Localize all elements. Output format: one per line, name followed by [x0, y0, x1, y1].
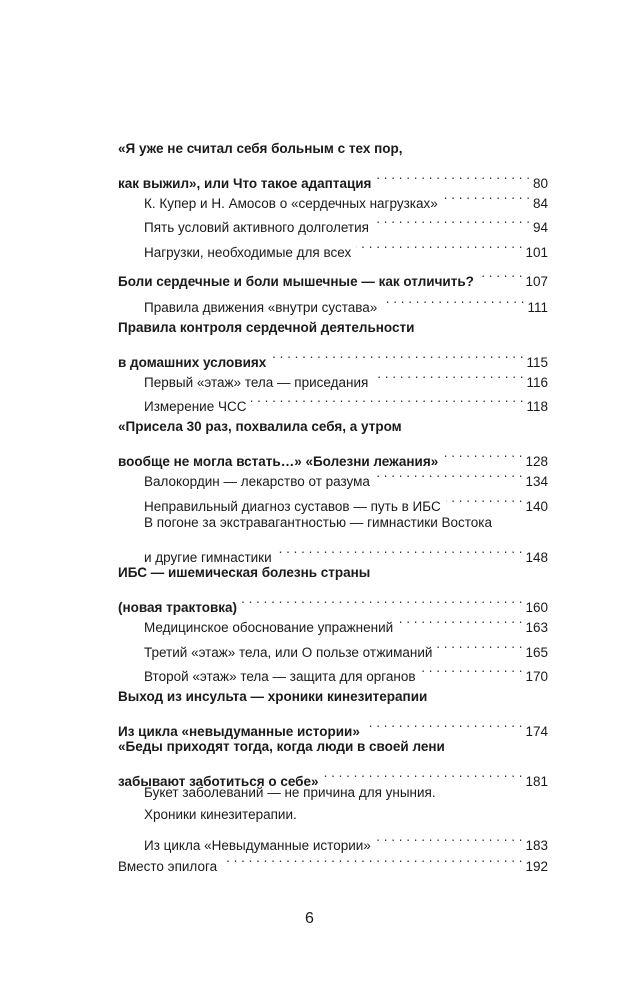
toc-page-number: 107 — [525, 274, 548, 289]
toc-entry-title: в домашних условиях — [118, 355, 267, 370]
toc-entry-title: Из цикла «Невыдуманные истории» — [144, 838, 371, 853]
toc-subentry — [144, 206, 548, 235]
toc-page-number: 80 — [532, 176, 548, 191]
toc-entry-title: Нагрузки, необходимые для всех — [144, 245, 352, 260]
toc-entry-title-line: «Я уже не считал себя больным с тех пор, — [118, 141, 403, 156]
toc-page-number: 116 — [526, 375, 548, 390]
toc-page-number: 134 — [525, 474, 548, 489]
toc-page-number: 115 — [526, 355, 548, 370]
toc-subentry — [144, 286, 548, 315]
toc-entry-title: забывают заботиться о себе» — [118, 774, 319, 789]
dot-leader — [374, 206, 530, 232]
toc-entry-title: К. Купер и Н. Амосов о «сердечных нагрузках» — [144, 196, 438, 211]
toc-subentry — [144, 485, 548, 514]
dot-leader — [222, 845, 522, 871]
dot-leader — [277, 536, 523, 562]
toc-page-number: 183 — [525, 838, 548, 853]
toc-entry-title: Из цикла «невыдуманные истории» — [118, 724, 360, 739]
toc-entry-title-line: Выход из инсульта — хроники кинезитерапии — [118, 689, 428, 704]
toc-subentry — [144, 606, 548, 635]
dot-leader — [437, 631, 522, 657]
toc-entry-title: Вместо эпилога — [118, 859, 218, 874]
toc-entry — [118, 414, 548, 469]
dot-leader — [373, 361, 523, 387]
toc-page-number: 170 — [525, 669, 548, 684]
toc-entry — [118, 260, 548, 289]
toc-entry-title: Медицинское обоснование упражнений — [144, 620, 394, 635]
toc-entry-line — [144, 385, 548, 414]
toc-entry-title: Первый «этаж» тела — приседания — [144, 375, 369, 390]
toc-entry-line — [144, 286, 548, 315]
toc-subentry — [144, 182, 548, 211]
toc-entry-title: Валокордин — лекарство от разума — [144, 474, 370, 489]
toc-subentry — [144, 231, 548, 260]
dot-leader — [421, 655, 523, 681]
toc-subentry — [144, 385, 548, 414]
toc-entry-line — [144, 361, 548, 390]
toc-entry-line — [144, 182, 548, 211]
dot-leader — [375, 460, 523, 486]
dot-leader — [446, 485, 523, 511]
toc-entry — [118, 684, 548, 739]
dot-leader — [479, 260, 523, 286]
dot-leader — [443, 182, 530, 208]
toc-entry-line — [144, 606, 548, 635]
toc-page-number: 111 — [527, 300, 548, 315]
toc-entry-title: и другие гимнастики — [144, 550, 272, 565]
toc-entry-line — [118, 845, 548, 874]
toc-page-number: 84 — [532, 196, 548, 211]
toc-entry-line — [118, 710, 548, 739]
toc-entry-line — [118, 260, 548, 289]
toc-page-number: 118 — [526, 399, 548, 414]
toc-entry-title: Измерение ЧСС — [144, 399, 247, 414]
toc-page-number: 140 — [525, 499, 548, 514]
toc-entry — [118, 845, 548, 874]
toc-page-number: 101 — [525, 245, 548, 260]
toc-page-number: 165 — [525, 645, 548, 660]
toc-page-number: 148 — [525, 550, 548, 565]
toc-subentry — [144, 655, 548, 684]
toc-page-number: 128 — [525, 454, 548, 469]
dot-leader — [251, 385, 523, 411]
dot-leader — [365, 710, 523, 736]
toc-page-number: 181 — [525, 774, 548, 789]
dot-leader — [356, 231, 522, 257]
toc-entry-line — [144, 655, 548, 684]
toc-entry-title: Пять условий активного долголетия — [144, 220, 369, 235]
toc-entry-title: Второй «этаж» тела — защита для органов — [144, 669, 416, 684]
dot-leader — [398, 606, 522, 632]
dot-leader — [382, 286, 524, 312]
toc-entry-title: Боли сердечные и боли мышечные — как отличить? — [118, 274, 474, 289]
page-number: 6 — [305, 910, 314, 927]
toc-entry-title: как выжил», или Что такое адаптация — [118, 176, 372, 191]
toc-entry-line — [144, 231, 548, 260]
toc-entry-title-line: «Беды приходят тогда, когда люди в своей лени — [118, 739, 445, 754]
toc-entry-title: Третий «этаж» тела, или О пользе отжиманий — [144, 645, 433, 660]
toc-entry-title-line: «Присела 30 раз, похвалила себя, а утром — [118, 419, 402, 434]
toc-entry-title-line: В погоне за экстравагантностью — гимнастики Востока — [144, 515, 493, 530]
toc-page-number: 163 — [525, 620, 548, 635]
toc-page-number: 160 — [525, 600, 548, 615]
toc-subentry — [144, 631, 548, 660]
toc-entry-line — [144, 460, 548, 489]
toc-entry — [118, 315, 548, 370]
toc-subentry — [144, 361, 548, 390]
toc-entry-title-line: Хроники кинезитерапии. — [144, 807, 297, 822]
toc-entry-title: Неправильный диагноз суставов — путь в ИБС — [144, 499, 441, 514]
toc-entry-line — [144, 631, 548, 660]
toc-page-number: 174 — [525, 724, 548, 739]
toc-entry-title: (новая трактовка) — [118, 600, 238, 615]
toc-entry-line — [144, 536, 548, 565]
toc-subentry — [144, 780, 548, 853]
toc-entry-title-line: ИБС — ишемическая болезнь страны — [118, 565, 371, 580]
toc-subentry — [144, 460, 548, 489]
toc-page-number: 192 — [525, 859, 548, 874]
toc-entry-title-line: Букет заболеваний — не причина для уныния. — [144, 785, 436, 800]
toc-entry — [118, 560, 548, 615]
toc-entry — [118, 136, 548, 191]
toc-entry — [118, 734, 548, 789]
toc-entry-title: Правила движения «внутри сустава» — [144, 300, 378, 315]
toc-entry-line — [144, 485, 548, 514]
toc-entry-line — [144, 206, 548, 235]
toc-entry-title: вообще не могла встать…» «Болезни лежания» — [118, 454, 439, 469]
toc-entry-title-line: Правила контроля сердечной деятельности — [118, 320, 415, 335]
toc-page-number: 94 — [532, 220, 548, 235]
toc-subentry — [144, 510, 548, 565]
